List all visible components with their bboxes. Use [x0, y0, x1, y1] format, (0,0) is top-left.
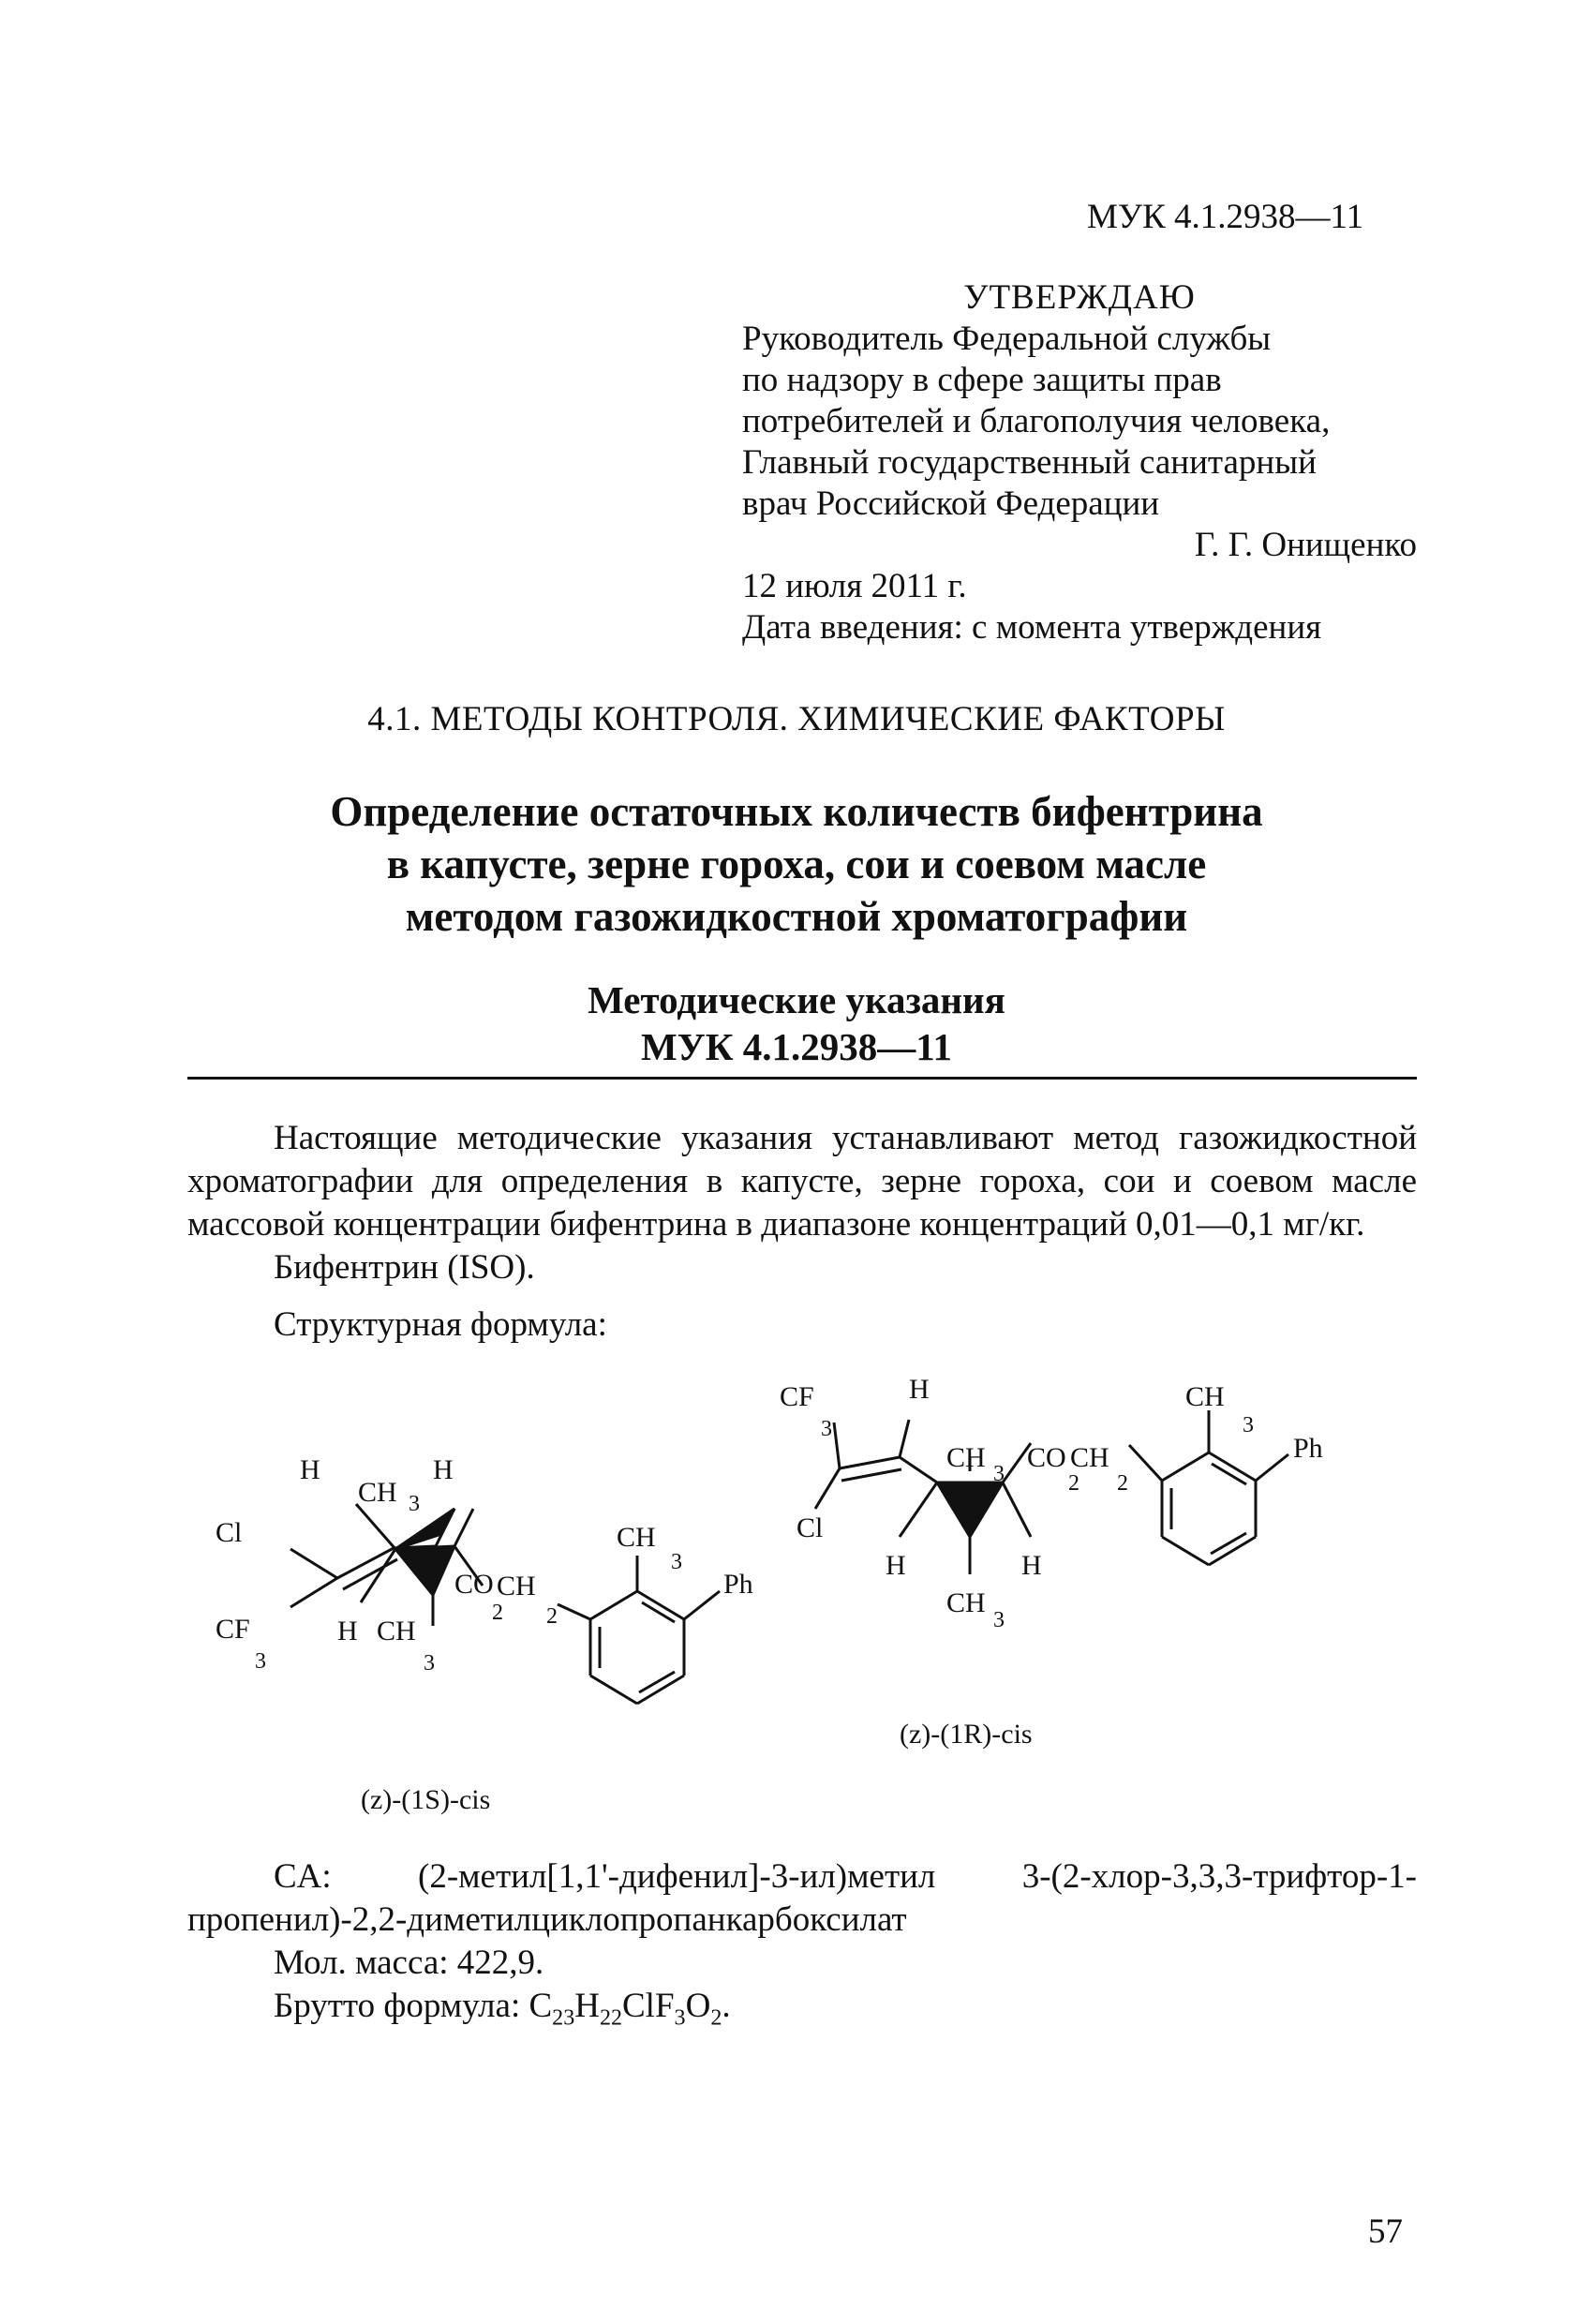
atom-label: H: [337, 1616, 358, 1646]
title-line: в капусте, зерне гороха, сои и соевом масле: [386, 841, 1207, 887]
atom-label: CH: [617, 1522, 656, 1553]
brutto-label: Брутто формула:: [274, 1987, 529, 2025]
compound-details: [187, 1855, 1417, 2039]
atom-label: CH: [946, 1587, 986, 1618]
substance-name: Бифентрин (ISO).: [274, 1248, 535, 1287]
isomer-label: (z)-(1S)-cis: [361, 1784, 491, 1815]
document-title: [0, 785, 1593, 943]
atom-label: Ph: [1293, 1433, 1323, 1464]
atom-label: CH: [497, 1571, 536, 1601]
approval-line: по надзору в сфере защиты прав: [742, 361, 1222, 399]
atom-label: 2: [546, 1604, 558, 1629]
atom-label: H: [1021, 1550, 1042, 1581]
subtitle-code: МУК 4.1.2938—11: [640, 1025, 952, 1068]
atom-label: 2: [1068, 1471, 1079, 1496]
formula-label: Структурная формула:: [274, 1305, 607, 1344]
approval-line: Руководитель Федеральной службы: [742, 320, 1272, 358]
approval-line: врач Российской Федерации: [742, 484, 1160, 523]
horizontal-rule: [187, 1077, 1417, 1080]
atom-label: CH: [1070, 1442, 1109, 1473]
atom-label: 3: [821, 1417, 832, 1441]
title-line: Определение остаточных количеств бифентрина: [330, 788, 1263, 835]
signatory-name: Г. Г. Онищенко: [1194, 526, 1417, 564]
title-line: методом газожидкостной хроматографии: [405, 893, 1188, 940]
document-code: МУК 4.1.2938—11: [1087, 198, 1364, 236]
atom-label: CO: [1027, 1442, 1066, 1473]
atom-label: Ph: [723, 1569, 753, 1600]
left-isomer-labels: [216, 1454, 753, 1815]
isomer-label: (z)-(1R)-cis: [900, 1719, 1033, 1750]
approval-date: 12 июля 2011 г.: [742, 567, 967, 605]
subtitle-line: Методические указания: [588, 978, 1005, 1021]
atom-label: 3: [671, 1550, 682, 1574]
atom-label: CO: [454, 1569, 494, 1600]
atom-label: 3: [255, 1649, 266, 1674]
atom-label: CH: [1185, 1381, 1225, 1412]
atom-label: 3: [993, 1608, 1005, 1632]
effective-date: Дата введения: с момента утверждения: [742, 608, 1322, 647]
approval-heading: УТВЕРЖДАЮ: [963, 278, 1196, 317]
atom-label: 3: [409, 1492, 420, 1516]
section-heading: 4.1. МЕТОДЫ КОНТРОЛЯ. ХИМИЧЕСКИЕ ФАКТОРЫ: [367, 700, 1226, 738]
atom-label: CF: [780, 1381, 814, 1412]
intro-text: [187, 1117, 1417, 1289]
atom-label: 3: [993, 1462, 1005, 1486]
approval-line: потребителей и благополучия человека,: [742, 402, 1331, 440]
atom-label: Cl: [216, 1517, 243, 1548]
cas-name: CA: (2-метил[1,1'-дифенил]-3-ил)метил 3-(2-хлор-3,3,3-трифтор-1-пропенил)-2,2-диметилциклопропанкарбоксилат: [187, 1857, 1417, 1939]
molar-mass: Мол. масса: 422,9.: [274, 1944, 544, 1982]
approval-block: [742, 277, 1417, 648]
intro-paragraph: Настоящие методические указания устанавливают метод газожидкостной хроматографии для определения в капусте, зерне гороха, сои и соевом масле массовой концентрации бифентрина в диапазоне концентраций 0,01—0,1 мг/кг.: [187, 1119, 1417, 1244]
atom-label: 3: [1243, 1413, 1254, 1438]
right-isomer-labels: [780, 1378, 1323, 1750]
atom-label: CH: [358, 1477, 397, 1508]
atom-label: H: [909, 1378, 930, 1405]
atom-label: CH: [946, 1442, 986, 1473]
atom-label: 3: [424, 1651, 435, 1676]
approval-line: Главный государственный санитарный: [742, 443, 1317, 482]
atom-label: 2: [1117, 1471, 1128, 1496]
structural-formula: [187, 1378, 1406, 1827]
brutto-formula: Брутто формула: $C_{23}H_{22}ClF_3O_2$.: [274, 1987, 731, 2031]
atom-label: CF: [216, 1614, 250, 1645]
atom-label: H: [886, 1550, 906, 1581]
atom-label: 2: [492, 1601, 503, 1625]
document-subtitle: [0, 976, 1593, 1070]
atom-label: CH: [377, 1616, 416, 1646]
atom-label: H: [433, 1454, 454, 1485]
page-number: 57: [1368, 2212, 1403, 2251]
atom-label: Cl: [796, 1512, 824, 1543]
atom-label: H: [300, 1454, 320, 1485]
